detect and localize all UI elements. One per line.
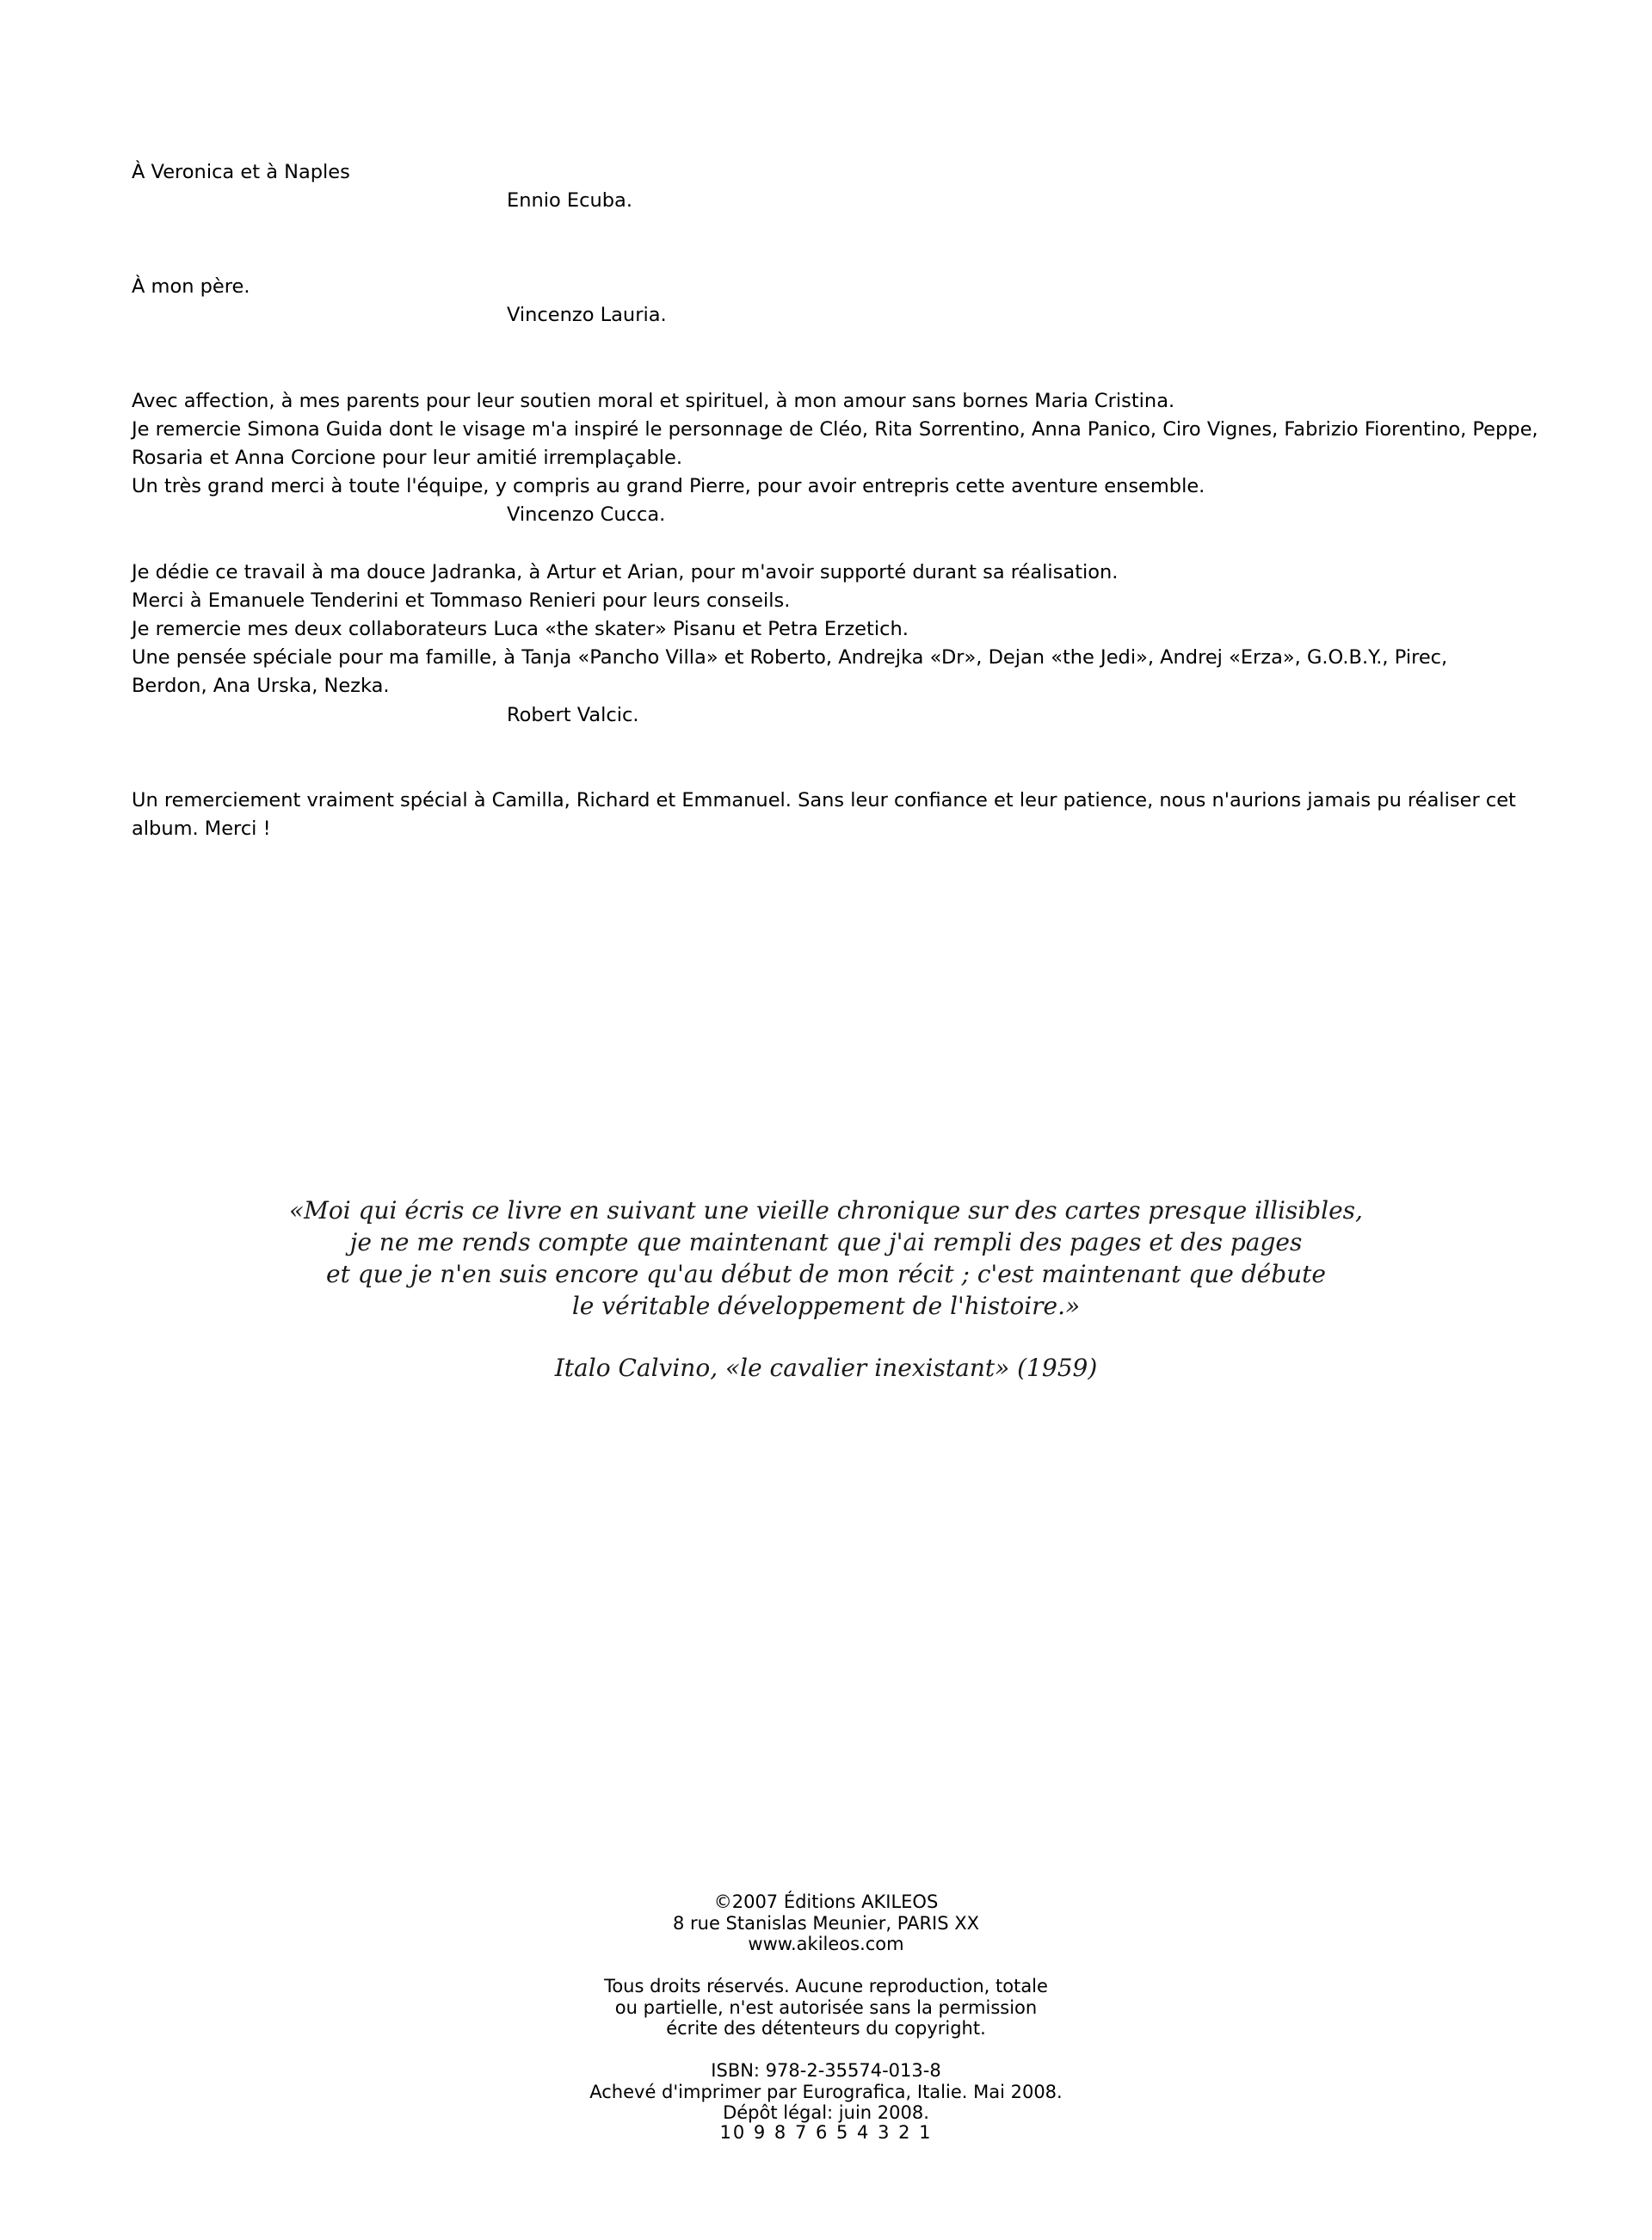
dedication-valcic-line: Une pensée spéciale pour ma famille, à Tanja «Pancho Villa» et Roberto, Andrejka «Dr», Dejan «the Jedi», Andrej «Erza», G.O.B.Y., Pirec, bbox=[132, 646, 1448, 670]
dedications-section bbox=[132, 158, 1538, 844]
quote-attribution: Italo Calvino, «le cavalier inexistant» (1959) bbox=[554, 1354, 1098, 1382]
dedication-pere: À mon père. bbox=[132, 275, 250, 298]
dedication-cucca-line: Rosaria et Anna Corcione pour leur amitié irremplaçable. bbox=[132, 446, 683, 469]
acknowledgement-line: album. Merci ! bbox=[132, 818, 271, 841]
printer-line: Achevé d'imprimer par Eurografica, Italie. Mai 2008. bbox=[589, 2081, 1063, 2102]
quote-line: et que je n'en suis encore qu'au début de mon récit ; c'est maintenant que débute bbox=[326, 1260, 1326, 1288]
dedication-valcic-line: Je dédie ce travail à ma douce Jadranka, à Artur et Arian, pour m'avoir supporté durant sa réalisation. bbox=[132, 560, 1119, 583]
dedication-valcic-line: Je remercie mes deux collaborateurs Luca «the skater» Pisanu et Petra Erzetich. bbox=[132, 618, 909, 641]
epigraph-quote bbox=[0, 1194, 1652, 1384]
acknowledgement-line: Un remerciement vraiment spécial à Camilla, Richard et Emmanuel. Sans leur confiance et leur patience, nous n'aurions jamais pu réaliser cet bbox=[132, 789, 1516, 812]
signature-ennio-ecuba: Ennio Ecuba. bbox=[507, 189, 632, 213]
legal-deposit-line: Dépôt légal: juin 2008. bbox=[723, 2102, 929, 2123]
dedication-valcic-line: Merci à Emanuele Tenderini et Tommaso Renieri pour leurs conseils. bbox=[132, 589, 791, 612]
print-number-line: 10 9 8 7 6 5 4 3 2 1 bbox=[719, 2122, 933, 2143]
signature-vincenzo-cucca: Vincenzo Cucca. bbox=[507, 503, 666, 527]
quote-line: je ne me rends compte que maintenant que j'ai rempli des pages et des pages bbox=[349, 1228, 1303, 1256]
quote-line: le véritable développement de l'histoire.» bbox=[571, 1292, 1081, 1320]
publisher-address: 8 rue Stanislas Meunier, PARIS XX bbox=[672, 1912, 980, 1934]
rights-line: Tous droits réservés. Aucune reproduction, totale bbox=[604, 1976, 1048, 1996]
rights-line: écrite des détenteurs du copyright. bbox=[666, 2018, 986, 2039]
rights-line: ou partielle, n'est autorisée sans la permission bbox=[614, 1996, 1038, 2018]
dedication-veronica: À Veronica et à Naples bbox=[132, 161, 350, 183]
isbn-line: ISBN: 978-2-35574-013-8 bbox=[711, 2060, 941, 2081]
dedication-cucca-line: Avec affection, à mes parents pour leur soutien moral et spirituel, à mon amour sans bornes Maria Cristina. bbox=[132, 389, 1175, 412]
dedication-cucca-line: Je remercie Simona Guida dont le visage m'a inspiré le personnage de Cléo, Rita Sorrentino, Anna Panico, Ciro Vignes, Fabrizio Fiorentino, Peppe, bbox=[132, 417, 1538, 441]
dedication-cucca-line: Un très grand merci à toute l'équipe, y compris au grand Pierre, pour avoir entrepris cette aventure ensemble. bbox=[132, 475, 1205, 498]
publisher-line: ©2007 Éditions AKILEOS bbox=[713, 1891, 939, 1912]
signature-robert-valcic: Robert Valcic. bbox=[507, 703, 639, 726]
colophon bbox=[0, 1891, 1652, 2124]
signature-vincenzo-lauria: Vincenzo Lauria. bbox=[507, 303, 667, 326]
quote-line: «Moi qui écris ce livre en suivant une vieille chronique sur des cartes presque illisibles, bbox=[289, 1196, 1363, 1225]
publisher-website: www.akileos.com bbox=[748, 1934, 904, 1954]
dedication-valcic-line: Berdon, Ana Urska, Nezka. bbox=[132, 675, 390, 698]
